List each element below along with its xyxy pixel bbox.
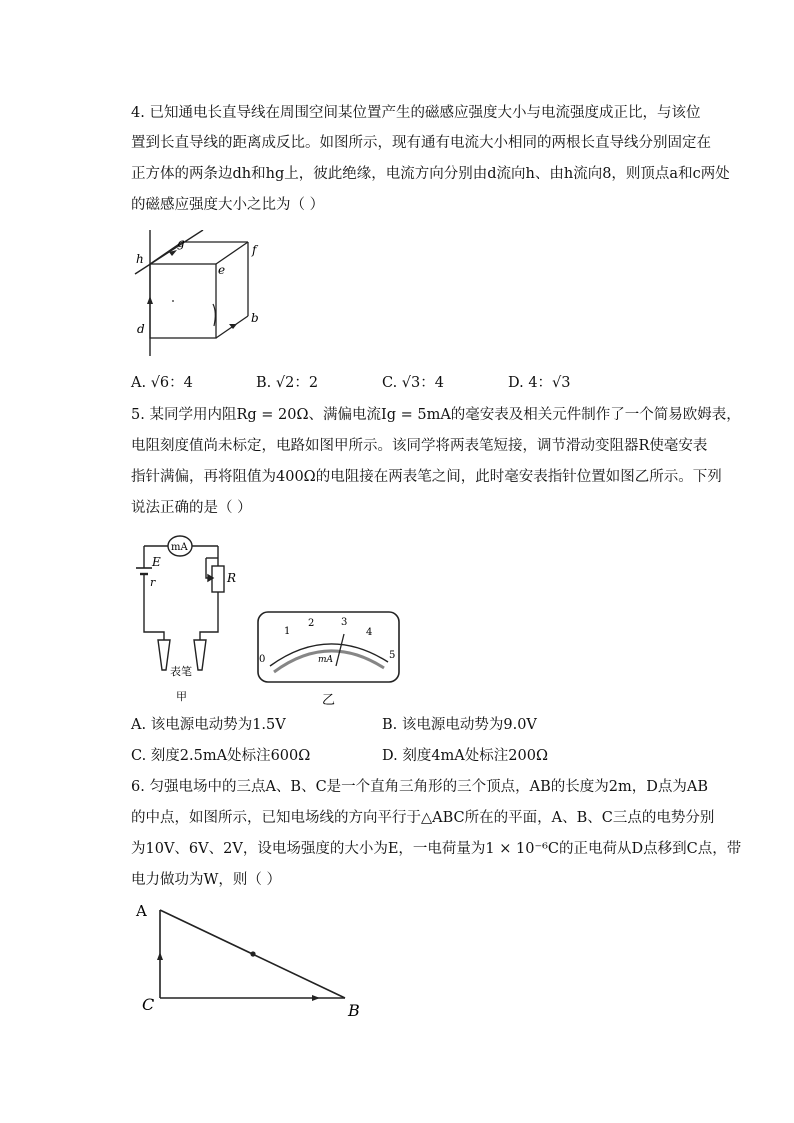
label-h: h [136,252,144,266]
rheostat [212,566,224,592]
label-R: R [227,571,237,585]
q5-option-c: C. 刻度2.5mA处标注600Ω [131,748,311,764]
label-E: E [152,555,161,569]
probe-right [194,640,206,670]
q4-option-d: D. 4：√3 [508,375,571,391]
q5-line-1: 5. 某同学用内阻Rg = 20Ω、满偏电流Ig = 5mA的毫安表及相关元件制作了一个简易欧姆表， [131,407,741,423]
q4-line-1: 4. 已知通电长直导线在周围空间某位置产生的磁感应强度大小与电流强度成正比，与该位 [131,105,701,121]
label-A: A [136,902,147,920]
dial-num-1: 1 [284,626,291,637]
dial-num-0: 0 [259,654,266,665]
fig-jia-label: 甲 [176,690,187,703]
q4-option-a: A. √6：4 [131,375,193,391]
q4-cube-figure [133,230,268,360]
q6-triangle-figure [130,898,375,1023]
q4-option-b: B. √2：2 [256,375,319,391]
label-B: B [348,1001,360,1020]
dial-frame [258,612,399,682]
dial-num-4: 4 [366,627,373,638]
q4-line-4: 的磁感应强度大小之比为（ ） [131,197,325,213]
q5-option-b: B. 该电源电动势为9.0V [382,717,537,733]
q5-circuit-figure [130,530,240,708]
cube-front-face [150,264,216,338]
label-e: e [218,263,226,277]
probe-label: 表笔 [170,665,192,678]
q5-line-4: 说法正确的是（ ） [131,500,252,516]
q5-option-d: D. 刻度4mA处标注200Ω [382,748,548,764]
q5-line-2: 电阻刻度值尚未标定，电路如图甲所示。该同学将两表笔短接，调节滑动变阻器R使毫安表 [131,438,708,454]
label-d: d [137,322,145,336]
dial-unit: mA [318,655,334,665]
q6-line-3: 为10V、6V、2V，设电场强度的大小为E，一电荷量为1 × 10⁻⁶C的正电荷从D点移到C点，带 [131,841,742,857]
label-f: f [252,243,257,257]
q4-line-3: 正方体的两条边dh和hg上，彼此绝缘，电流方向分别由d流向h、由h流向8，则顶点a和c两处 [131,166,730,182]
point-D [250,951,255,956]
dial-num-5: 5 [389,650,396,661]
fig-yi-label: 乙 [322,693,336,708]
q4-option-c: C. √3：4 [382,375,444,391]
label-C: C [142,995,155,1014]
label-b: b [251,311,259,325]
q5-dial-figure [256,610,404,712]
q5-line-3: 指针满偏，再将阻值为400Ω的电阻接在两表笔之间，此时毫安表指针位置如图乙所示。下列 [131,469,722,485]
q4-line-2: 置到长直导线的距离成反比。如图所示，现有通有电流大小相同的两根长直导线分别固定在 [131,135,711,151]
q6-line-2: 的中点，如图所示，已知电场线的方向平行于△ABC所在的平面，A、B、C三点的电势分别 [131,810,715,826]
probe-left [158,640,170,670]
dial-num-2: 2 [308,618,315,629]
q5-option-a: A. 该电源电动势为1.5V [131,717,286,733]
q6-line-1: 6. 匀强电场中的三点A、B、C是一个直角三角形的三个顶点，AB的长度为2m，D点为AB [131,779,709,795]
dial-num-3: 3 [341,617,348,628]
label-r: r [150,576,156,589]
meter-label: mA [171,542,188,553]
label-g: g [177,236,185,250]
q6-line-4: 电力做功为W，则（ ） [131,872,282,888]
